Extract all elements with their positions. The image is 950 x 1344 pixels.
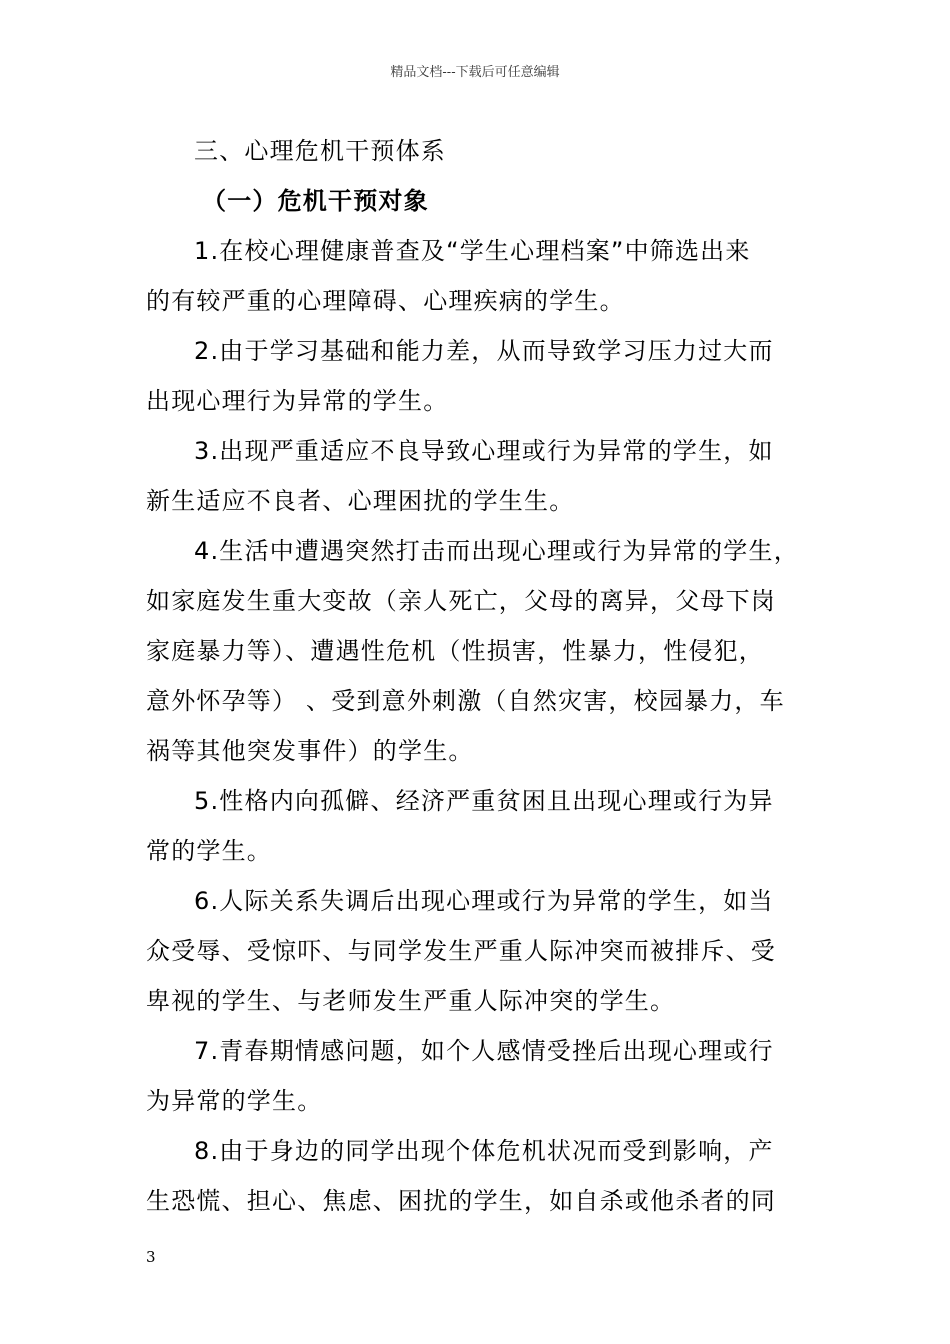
paragraph-line: 家庭暴力等）、遭遇性危机（性损害，性暴力，性侵犯， <box>146 637 764 665</box>
paragraph-line: 1.在校心理健康普查及“学生心理档案”中筛选出来 <box>194 237 751 265</box>
paragraph-line: 8.由于身边的同学出现个体危机状况而受到影响，产 <box>194 1137 774 1165</box>
list-item <box>146 426 806 526</box>
page-header: 精品文档---下载后可任意编辑 <box>390 65 560 80</box>
paragraph-line: 意外怀孕等） 、受到意外刺激（自然灾害，校园暴力，车 <box>146 687 785 715</box>
paragraph-line: 4.生活中遭遇突然打击而出现心理或行为异常的学生， <box>194 537 799 565</box>
page-number: 3 <box>146 1248 156 1266</box>
paragraph-line: 7.青春期情感问题，如个人感情受挫后出现心理或行 <box>194 1037 774 1065</box>
list-item <box>146 1126 806 1226</box>
paragraph-line: 出现心理行为异常的学生。 <box>146 387 449 415</box>
paragraph-line: 新生适应不良者、心理困扰的学生生。 <box>146 487 575 515</box>
paragraph-line: 众受辱、受惊吓、与同学发生严重人际冲突而被排斥、受 <box>146 937 776 965</box>
list-item <box>146 226 806 326</box>
paragraph-line: 祸等其他突发事件）的学生。 <box>146 737 474 765</box>
paragraph-line: 3.出现严重适应不良导致心理或行为异常的学生，如 <box>194 437 774 465</box>
paragraph-line: 如家庭发生重大变故（亲人死亡，父母的离异，父母下岗 <box>146 587 776 615</box>
section-title: 三、心理危机干预体系 <box>194 137 446 165</box>
list-item <box>146 876 806 1026</box>
section-subtitle: （一）危机干预对象 <box>202 187 429 215</box>
list-item <box>146 1026 806 1126</box>
document-body <box>146 126 806 1226</box>
paragraph-line: 生恐慌、担心、焦虑、困扰的学生，如自杀或他杀者的同 <box>146 1187 776 1215</box>
paragraph-line: 卑视的学生、与老师发生严重人际冲突的学生。 <box>146 987 676 1015</box>
paragraph-line: 常的学生。 <box>146 837 272 865</box>
paragraph-line: 的有较严重的心理障碍、心理疾病的学生。 <box>146 287 625 315</box>
list-item <box>146 326 806 426</box>
paragraph-line: 2.由于学习基础和能力差，从而导致学习压力过大而 <box>194 337 774 365</box>
list-item <box>146 776 806 876</box>
paragraph-line: 5.性格内向孤僻、经济严重贫困且出现心理或行为异 <box>194 787 774 815</box>
list-item <box>146 526 806 776</box>
paragraph-line: 为异常的学生。 <box>146 1087 323 1115</box>
paragraph-line: 6.人际关系失调后出现心理或行为异常的学生，如当 <box>194 887 774 915</box>
